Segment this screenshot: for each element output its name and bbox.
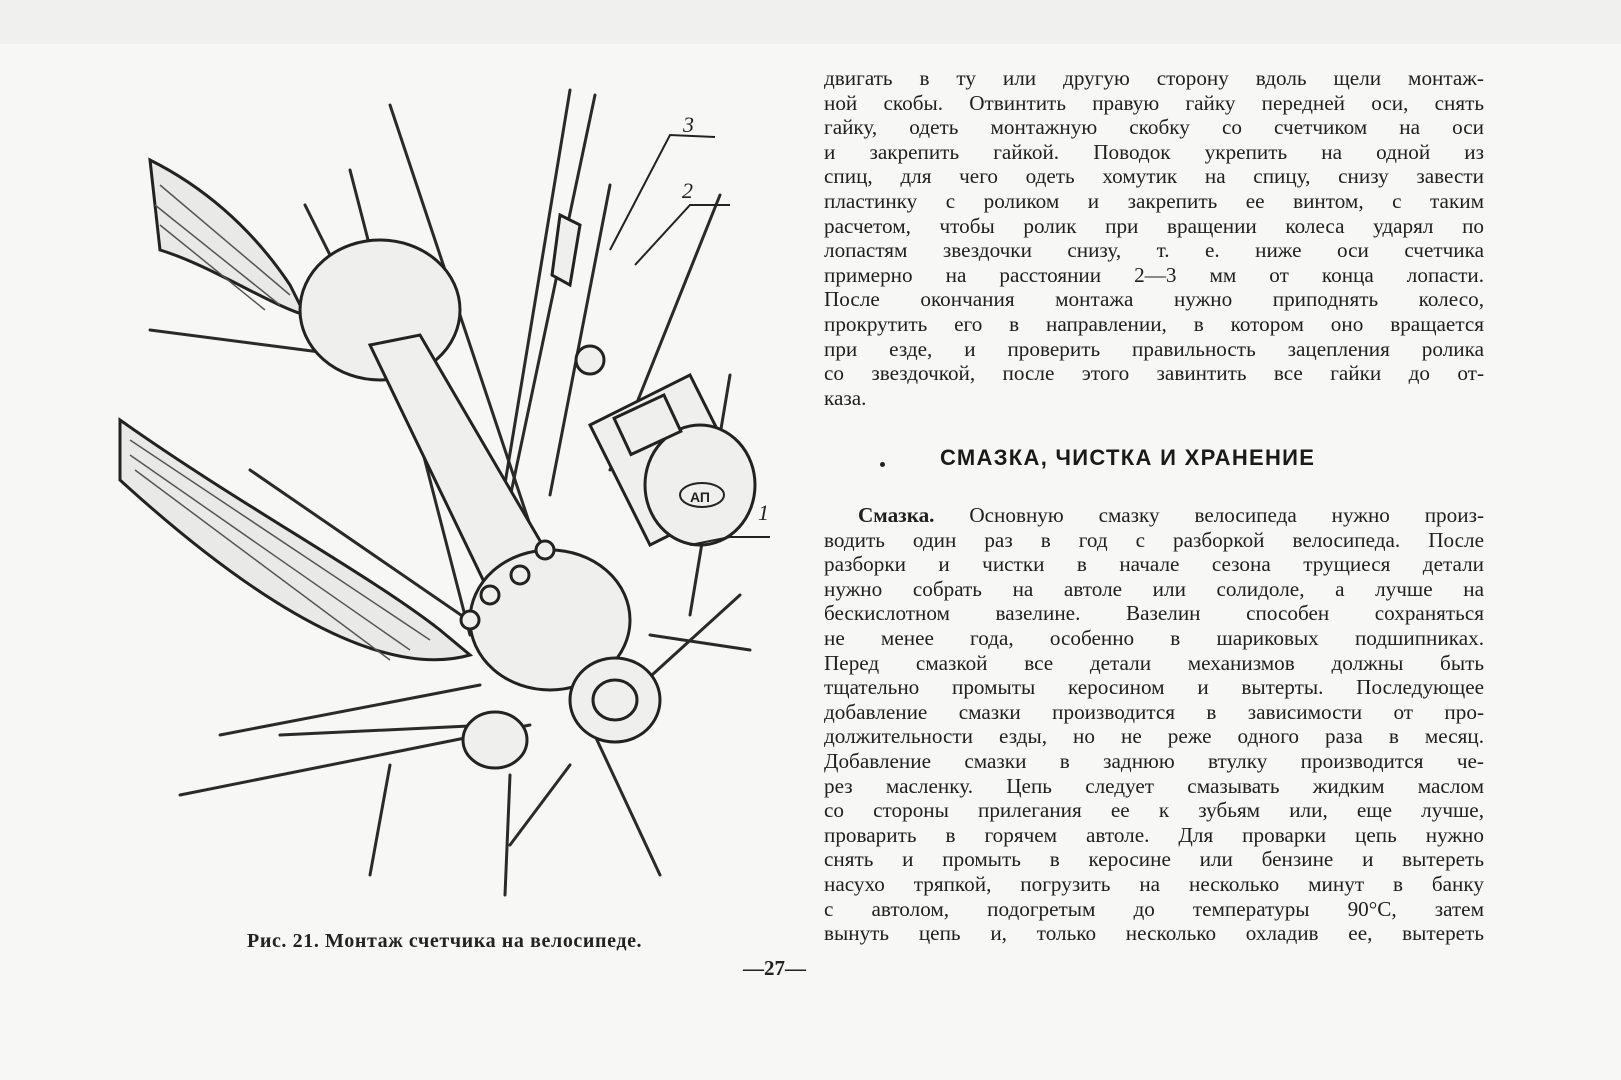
text-line: нужно собрать на автоле или солидоле, а лучше на: [824, 576, 1484, 601]
spoke: [370, 765, 390, 875]
text-line: добавление смазки производится в зависимости от про-: [824, 699, 1484, 724]
text-line: со стороны прилегания ее к зубьям или, еще лучше,: [824, 798, 1484, 823]
figure-label-2: 2: [682, 178, 693, 203]
fork-blade-upper: [150, 160, 305, 315]
figure-caption: Рис. 21. Монтаж счетчика на велосипеде.: [247, 930, 643, 952]
text-line: Перед смазкой все детали механизмов должны быть: [824, 650, 1484, 675]
text-line: прокрутить его в направлении, в котором оно вращается: [824, 311, 1484, 336]
text-line: После окончания монтажа нужно приподнять колесо,: [824, 287, 1484, 312]
text-line: каза.: [824, 385, 867, 410]
text-line: водить один раз в год с разборкой велосипеда. После: [824, 527, 1484, 552]
text-line: лопастям звездочки снизу, т. е. ниже оси счетчика: [824, 238, 1484, 263]
stray-dot: [880, 462, 885, 467]
section-heading: СМАЗКА, ЧИСТКА И ХРАНЕНИЕ: [940, 445, 1316, 470]
text-line: бескислотном вазелине. Вазелин способен сохраняться: [824, 601, 1484, 626]
text-line: при езде, и проверить правильность зацепления ролика: [824, 336, 1484, 361]
text-line: Добавление смазки в заднюю втулку производится че-: [824, 748, 1484, 773]
leader-line-2: [635, 205, 730, 265]
text-line: тщательно промыты керосином и вытерты. Последующее: [824, 675, 1484, 700]
figure-label-3: 3: [683, 112, 694, 137]
text-line: и закрепить гайкой. Поводок укрепить на одной из: [824, 139, 1484, 164]
text-paragraph-top: [824, 66, 1484, 410]
text-line: двигать в ту или другую сторону вдоль щели монтаж-: [824, 66, 1484, 90]
text-line: не менее года, особенно в шариковых подшипниках.: [824, 625, 1484, 650]
star-wheel: [576, 346, 604, 374]
text-line: со звездочкой, после этого завинтить все гайки до от-: [824, 361, 1484, 386]
spoke: [510, 765, 570, 845]
scan-margin: [0, 0, 1621, 44]
text-paragraph-lubrication: [824, 503, 1484, 946]
text-line-first: [824, 503, 1484, 528]
mount-bracket: [552, 215, 580, 285]
text-line: спиц, для чего одеть хомутик на спицу, снизу завести: [824, 164, 1484, 189]
text-line: разборки и чистки в начале сезона трущиеся детали: [824, 552, 1484, 577]
page-number: —27—: [743, 956, 806, 980]
text-line: расчетом, чтобы ролик при вращении колеса ударял по: [824, 213, 1484, 238]
counter-badge: АП: [690, 489, 710, 505]
figure-label-1: 1: [758, 500, 769, 525]
fork-blade-lower: [120, 420, 470, 660]
text-line: рез масленку. Цепь следует смазывать жидким маслом: [824, 773, 1484, 798]
spoke: [650, 635, 750, 650]
text-line: вынуть цепь и, только несколько охладив ее, вытереть: [824, 921, 1484, 946]
text-line: пластинку с роликом и закрепить ее винтом, с таким: [824, 188, 1484, 213]
text-line: примерно на расстоянии 2—3 мм от конца лопасти.: [824, 262, 1484, 287]
first-line-rest: Основную смазку велосипеда нужно произ-: [969, 503, 1485, 527]
text-line: с автолом, подогретым до температуры 90°С, затем: [824, 896, 1484, 921]
leader-line-3: [610, 135, 715, 250]
counter-face: [645, 425, 755, 545]
text-line: должительности езды, но не реже одного раза в месяц.: [824, 724, 1484, 749]
spoke: [505, 775, 510, 895]
spoke: [280, 725, 490, 735]
text-line: снять и промыть в керосине или бензине и вытереть: [824, 847, 1484, 872]
text-line: проварить в горячем автоле. Для проварки цепь нужно: [824, 822, 1484, 847]
text-line: гайку, одеть монтажную скобку со счетчиком на оси: [824, 115, 1484, 140]
text-line: насухо тряпкой, погрузить на несколько минут в банку: [824, 871, 1484, 896]
spoke: [590, 725, 660, 875]
lead-word: Смазка.: [858, 503, 935, 527]
fork-end: [463, 712, 527, 768]
text-line: ной скобы. Отвинтить правую гайку передней оси, снять: [824, 90, 1484, 115]
